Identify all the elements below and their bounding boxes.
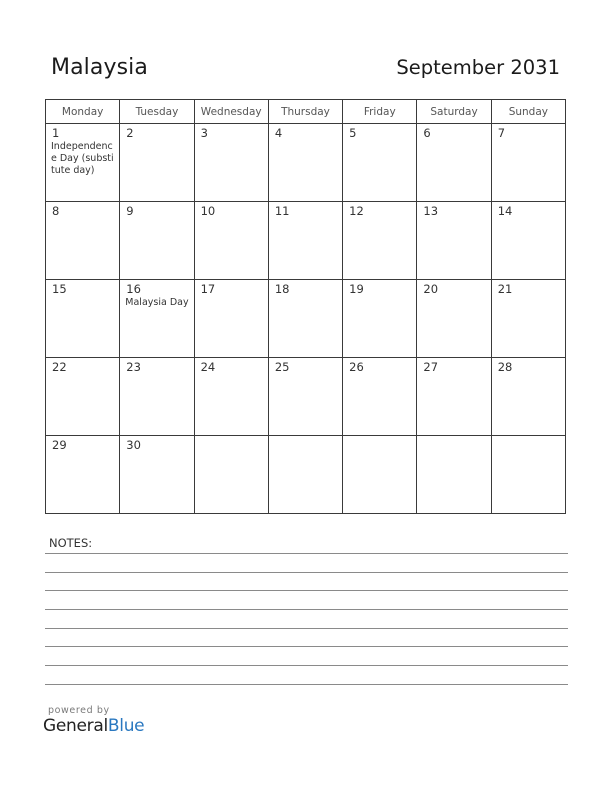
day-number: 1	[52, 126, 60, 140]
day-cell	[343, 124, 417, 202]
empty-day-cell	[343, 436, 417, 514]
day-number	[269, 436, 342, 438]
day-cell	[46, 124, 120, 202]
day-number: 20	[423, 282, 439, 296]
day-number: 28	[497, 360, 513, 374]
brand-logo[interactable]	[43, 716, 144, 736]
day-number	[343, 436, 416, 438]
day-number: 13	[423, 204, 439, 218]
day-cell	[46, 358, 120, 436]
month-title: September 2031	[396, 56, 560, 79]
day-cell	[343, 358, 417, 436]
day-cell	[194, 358, 268, 436]
day-cell	[194, 280, 268, 358]
day-number: 27	[423, 360, 439, 374]
day-cell	[120, 202, 194, 280]
day-number: 21	[497, 282, 513, 296]
weekday-friday: Friday	[343, 100, 417, 124]
day-number	[492, 436, 565, 438]
day-cell	[343, 280, 417, 358]
weekday-monday: Monday	[46, 100, 120, 124]
day-cell	[417, 280, 491, 358]
week-row	[46, 124, 566, 202]
day-number: 8	[52, 204, 60, 218]
day-cell	[268, 358, 342, 436]
day-cell	[120, 124, 194, 202]
day-number: 22	[52, 360, 67, 374]
day-cell	[417, 358, 491, 436]
week-row	[46, 358, 566, 436]
day-number: 15	[52, 282, 67, 296]
empty-day-cell	[194, 436, 268, 514]
day-cell	[268, 280, 342, 358]
country-title: Malaysia	[51, 55, 148, 80]
day-cell	[268, 202, 342, 280]
day-number: 23	[126, 360, 141, 374]
day-cell	[491, 280, 565, 358]
day-number	[417, 436, 490, 438]
day-number	[195, 436, 268, 438]
day-cell	[417, 202, 491, 280]
empty-day-cell	[268, 436, 342, 514]
day-number: 11	[274, 204, 290, 218]
weekday-tuesday: Tuesday	[120, 100, 194, 124]
day-cell	[46, 202, 120, 280]
weekday-header-row	[46, 100, 566, 124]
weekday-thursday: Thursday	[268, 100, 342, 124]
day-cell	[120, 436, 194, 514]
notes-line	[45, 646, 568, 647]
notes-line	[45, 590, 568, 591]
notes-line	[45, 684, 568, 685]
calendar-grid	[45, 99, 566, 514]
day-number: 7	[497, 126, 506, 140]
day-number: 4	[274, 126, 283, 140]
day-number: 18	[274, 282, 290, 296]
notes-line	[45, 628, 568, 629]
day-number: 29	[52, 438, 67, 452]
day-cell	[46, 436, 120, 514]
notes-label: NOTES:	[49, 536, 93, 550]
weekday-saturday: Saturday	[417, 100, 491, 124]
day-number: 2	[126, 126, 134, 140]
day-number: 3	[200, 126, 208, 140]
day-cell	[120, 358, 194, 436]
holiday-label: Independence Day (substitute day)	[51, 141, 114, 176]
day-number: 26	[349, 360, 364, 374]
day-cell	[491, 124, 565, 202]
day-number: 9	[126, 204, 134, 218]
day-number: 16	[126, 282, 141, 296]
week-row	[46, 436, 566, 514]
week-row	[46, 202, 566, 280]
day-cell	[343, 202, 417, 280]
powered-by-text: powered by	[48, 705, 110, 716]
notes-line	[45, 609, 568, 610]
brand-general: General	[43, 716, 108, 736]
day-cell	[491, 202, 565, 280]
week-row	[46, 280, 566, 358]
weekday-wednesday: Wednesday	[194, 100, 268, 124]
day-number: 6	[423, 126, 431, 140]
day-cell	[268, 124, 342, 202]
day-number: 25	[274, 360, 290, 374]
day-cell	[120, 280, 194, 358]
holiday-label: Malaysia Day	[125, 297, 189, 308]
notes-line	[45, 665, 568, 666]
empty-day-cell	[491, 436, 565, 514]
notes-line	[45, 572, 568, 573]
brand-blue: Blue	[107, 716, 145, 736]
day-cell	[46, 280, 120, 358]
day-number: 12	[349, 204, 364, 218]
day-number: 24	[200, 360, 216, 374]
weekday-sunday: Sunday	[491, 100, 565, 124]
day-cell	[194, 202, 268, 280]
day-number: 10	[200, 204, 216, 218]
empty-day-cell	[417, 436, 491, 514]
day-number: 30	[126, 438, 141, 452]
day-number: 17	[200, 282, 216, 296]
day-number: 19	[349, 282, 364, 296]
notes-line	[45, 553, 568, 554]
calendar-body	[46, 124, 566, 514]
day-cell	[491, 358, 565, 436]
day-cell	[194, 124, 268, 202]
day-cell	[417, 124, 491, 202]
day-number: 14	[497, 204, 513, 218]
day-number: 5	[349, 126, 357, 140]
